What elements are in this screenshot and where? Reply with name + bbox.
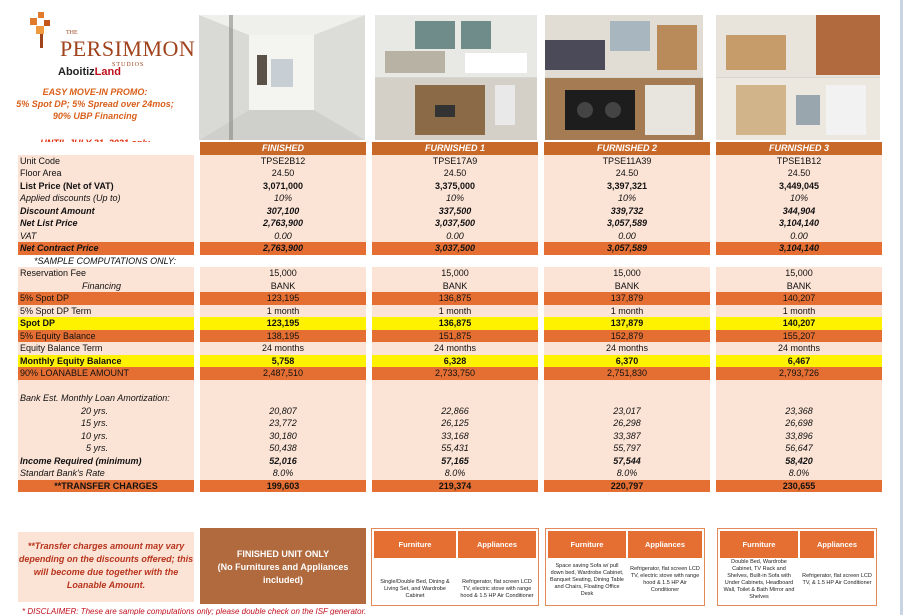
row-value-finished: BANK (200, 280, 366, 293)
row-value-furnished-2: BANK (544, 280, 710, 293)
logo-studios: STUDIOS (112, 62, 145, 68)
table-row (18, 217, 882, 230)
unit-header-furnished-1: FURNISHED 1 (372, 142, 538, 155)
row-label: Discount Amount (18, 205, 194, 218)
row-value-furnished-3: 24 months (716, 342, 882, 355)
appliances-list: Refrigerator, flat screen LCD TV, electric stove with range hood & 1.5 HP Air Conditioner (630, 566, 700, 593)
row-value-furnished-3: 1 month (716, 305, 882, 318)
table-row (18, 455, 882, 468)
row-label: 5 yrs. (18, 442, 194, 455)
price-table-body (18, 155, 882, 493)
row-value-furnished-3: 140,207 (716, 292, 882, 305)
disclaimer-text: * DISCLAIMER: These are sample computations only; please double check on the ISF generator. (22, 607, 367, 615)
row-value-furnished-2: 24 months (544, 342, 710, 355)
promo-line-1: EASY MOVE-IN PROMO: (42, 87, 148, 97)
table-row (18, 267, 882, 280)
furnished-3-image (716, 15, 880, 140)
row-value-furnished-2: 26,298 (544, 417, 710, 430)
furniture-list: Single/Double Bed, Dining & Living Set, and Wardrobe Cabinet (380, 579, 450, 599)
inclusions-furnished-2 (545, 528, 705, 606)
row-value-finished: 52,016 (200, 455, 366, 468)
finished-unit-note-detail: (No Furnitures and Appliances included) (217, 562, 349, 585)
row-value-furnished-2 (544, 255, 710, 268)
row-value-finished: 3,071,000 (200, 180, 366, 193)
row-label: *SAMPLE COMPUTATIONS ONLY: (18, 255, 194, 268)
row-value-furnished-3: 140,207 (716, 317, 882, 330)
table-row (18, 342, 882, 355)
row-value-furnished-2: 220,797 (544, 480, 710, 493)
table-row (18, 180, 882, 193)
row-value-furnished-2: 6,370 (544, 355, 710, 368)
row-value-furnished-3 (716, 380, 882, 393)
furnished-2-image (545, 15, 703, 140)
row-label: Financing (18, 280, 194, 293)
row-value-finished: 24 months (200, 342, 366, 355)
table-row (18, 392, 882, 405)
row-value-furnished-2: 0.00 (544, 230, 710, 243)
persimmon-logo (22, 8, 196, 68)
header-spacer (18, 142, 194, 155)
row-value-furnished-2: 137,879 (544, 292, 710, 305)
row-value-furnished-2: 15,000 (544, 267, 710, 280)
row-value-furnished-3: 2,793,726 (716, 367, 882, 380)
furniture-header: Furniture (548, 531, 626, 558)
table-row (18, 367, 882, 380)
row-value-furnished-1: 33,168 (372, 430, 538, 443)
row-value-finished: 2,763,900 (200, 242, 366, 255)
table-row (18, 292, 882, 305)
row-value-furnished-3: 58,420 (716, 455, 882, 468)
aboitizland-logo (58, 66, 121, 78)
row-value-furnished-3: 15,000 (716, 267, 882, 280)
row-value-furnished-2: 55,797 (544, 442, 710, 455)
furniture-header: Furniture (720, 531, 798, 558)
row-value-furnished-1: 3,375,000 (372, 180, 538, 193)
row-value-furnished-2: 33,387 (544, 430, 710, 443)
row-value-furnished-2: 57,544 (544, 455, 710, 468)
row-value-furnished-3: 23,368 (716, 405, 882, 418)
row-value-furnished-3: 344,904 (716, 205, 882, 218)
row-value-furnished-2: 3,057,589 (544, 242, 710, 255)
row-value-furnished-3: 56,647 (716, 442, 882, 455)
row-value-furnished-3: 3,104,140 (716, 242, 882, 255)
row-value-furnished-1: 24 months (372, 342, 538, 355)
row-value-furnished-3: 8.0% (716, 467, 882, 480)
table-row (18, 330, 882, 343)
row-label: 10 yrs. (18, 430, 194, 443)
row-label: VAT (18, 230, 194, 243)
row-value-furnished-3: TPSE1B12 (716, 155, 882, 168)
row-value-furnished-3: 10% (716, 192, 882, 205)
row-value-furnished-1: 136,875 (372, 317, 538, 330)
row-value-furnished-1: 26,125 (372, 417, 538, 430)
table-row (18, 405, 882, 418)
row-value-furnished-3: 6,467 (716, 355, 882, 368)
row-value-furnished-2: 8.0% (544, 467, 710, 480)
row-value-furnished-3: 3,449,045 (716, 180, 882, 193)
table-row (18, 242, 882, 255)
row-value-furnished-1: 136,875 (372, 292, 538, 305)
row-label: 20 yrs. (18, 405, 194, 418)
row-label: Standart Bank's Rate (18, 467, 194, 480)
row-value-furnished-1 (372, 380, 538, 393)
row-label: Reservation Fee (18, 267, 194, 280)
row-value-finished (200, 255, 366, 268)
row-value-finished: 2,763,900 (200, 217, 366, 230)
row-value-furnished-1: 15,000 (372, 267, 538, 280)
row-value-furnished-1: 2,733,750 (372, 367, 538, 380)
row-value-furnished-1: 24.50 (372, 167, 538, 180)
persimmon-tree-icon (24, 8, 64, 48)
finished-unit-note-title: FINISHED UNIT ONLY (236, 549, 330, 559)
row-value-finished: 10% (200, 192, 366, 205)
row-label: Unit Code (18, 155, 194, 168)
row-value-furnished-2: 2,751,830 (544, 367, 710, 380)
promo-line-3: 90% UBP Financing (52, 111, 138, 121)
row-value-finished: 199,603 (200, 480, 366, 493)
appliances-header: Appliances (800, 531, 874, 558)
unit-header-furnished-2: FURNISHED 2 (544, 142, 710, 155)
photo-finished-unit (199, 15, 365, 140)
row-value-finished: 0.00 (200, 230, 366, 243)
row-label: Net List Price (18, 217, 194, 230)
table-row (18, 317, 882, 330)
row-value-finished: 307,100 (200, 205, 366, 218)
unit-header-furnished-3: FURNISHED 3 (716, 142, 882, 155)
row-value-finished: 5,758 (200, 355, 366, 368)
row-value-furnished-1: TPSE17A9 (372, 155, 538, 168)
row-label: Bank Est. Monthly Loan Amortization: (18, 392, 194, 405)
table-row (18, 430, 882, 443)
row-value-furnished-1: BANK (372, 280, 538, 293)
row-value-finished: 50,438 (200, 442, 366, 455)
row-label: 5% Equity Balance (18, 330, 194, 343)
row-value-finished: 123,195 (200, 317, 366, 330)
row-label (18, 380, 194, 393)
row-value-furnished-1 (372, 255, 538, 268)
table-row (18, 255, 882, 268)
table-row (18, 305, 882, 318)
table-row (18, 192, 882, 205)
row-value-furnished-2: 137,879 (544, 317, 710, 330)
appliances-list: Refrigerator, flat screen LCD TV, & 1.5 HP Air Conditioner (802, 573, 872, 586)
appliances-list: Refrigerator, flat screen LCD TV, electric stove with range hood & 1.5 HP Air Conditioner (460, 579, 534, 599)
row-value-finished: TPSE2B12 (200, 155, 366, 168)
table-row (18, 205, 882, 218)
row-label: 5% Spot DP Term (18, 305, 194, 318)
appliances-header: Appliances (458, 531, 536, 558)
finished-unit-note (200, 528, 366, 604)
finished-room-image (199, 15, 365, 140)
row-value-furnished-3 (716, 392, 882, 405)
row-label: Equity Balance Term (18, 342, 194, 355)
row-label: Net Contract Price (18, 242, 194, 255)
row-value-finished: 23,772 (200, 417, 366, 430)
row-value-finished: 138,195 (200, 330, 366, 343)
row-label: 5% Spot DP (18, 292, 194, 305)
row-value-furnished-2: 152,879 (544, 330, 710, 343)
promo-text (6, 86, 184, 122)
row-value-finished: 1 month (200, 305, 366, 318)
row-label: 15 yrs. (18, 417, 194, 430)
row-value-furnished-3: 26,698 (716, 417, 882, 430)
row-value-furnished-1: 151,875 (372, 330, 538, 343)
row-value-furnished-2: 3,057,589 (544, 217, 710, 230)
row-value-furnished-3: 0.00 (716, 230, 882, 243)
table-row (18, 155, 882, 168)
row-value-finished (200, 380, 366, 393)
row-value-finished: 15,000 (200, 267, 366, 280)
price-table (18, 142, 882, 492)
row-value-furnished-1: 6,328 (372, 355, 538, 368)
table-row (18, 355, 882, 368)
furniture-list: Double Bed, Wardrobe Cabinet, TV Rack and Shelves, Built-in Sofa with Under Cabinets, Headboard Wall, Toilet & Bath Mirror and Shelves (723, 559, 795, 600)
row-value-furnished-1: 10% (372, 192, 538, 205)
row-label: Applied discounts (Up to) (18, 192, 194, 205)
row-value-furnished-2: TPSE11A39 (544, 155, 710, 168)
transfer-charges-note: **Transfer charges amount may vary depending on the discounts offered; this will become due together with the Loanable Amount. (18, 532, 194, 602)
row-value-furnished-2 (544, 380, 710, 393)
logo-the: THE (66, 30, 78, 36)
unit-header-row (18, 142, 882, 155)
row-value-furnished-2: 1 month (544, 305, 710, 318)
unit-header-finished: FINISHED (200, 142, 366, 155)
row-value-furnished-1: 219,374 (372, 480, 538, 493)
photo-furnished-2 (545, 15, 703, 140)
row-value-furnished-1 (372, 392, 538, 405)
photo-furnished-3 (716, 15, 880, 140)
aboitiz-text: Aboitiz (58, 66, 95, 78)
land-text: Land (94, 66, 121, 78)
row-value-furnished-3 (716, 255, 882, 268)
table-row (18, 230, 882, 243)
row-value-furnished-1: 337,500 (372, 205, 538, 218)
row-value-furnished-1: 3,037,500 (372, 242, 538, 255)
furniture-header: Furniture (374, 531, 456, 558)
row-value-furnished-2 (544, 392, 710, 405)
row-value-furnished-2: 10% (544, 192, 710, 205)
inclusions-furnished-3 (717, 528, 877, 606)
row-value-finished (200, 392, 366, 405)
table-row (18, 167, 882, 180)
row-label: Income Required (minimum) (18, 455, 194, 468)
row-value-finished: 2,487,510 (200, 367, 366, 380)
row-value-furnished-2: 3,397,321 (544, 180, 710, 193)
table-row (18, 467, 882, 480)
row-value-furnished-1: 55,431 (372, 442, 538, 455)
row-value-furnished-3: 3,104,140 (716, 217, 882, 230)
row-value-furnished-1: 22,866 (372, 405, 538, 418)
row-value-furnished-2: 339,732 (544, 205, 710, 218)
logo-name: PERSIMMON (60, 36, 196, 61)
row-value-furnished-2: 23,017 (544, 405, 710, 418)
inclusions-furnished-1 (371, 528, 539, 606)
row-value-furnished-3: 155,207 (716, 330, 882, 343)
table-row (18, 380, 882, 393)
row-value-finished: 24.50 (200, 167, 366, 180)
row-label: 90% LOANABLE AMOUNT (18, 367, 194, 380)
row-label: **TRANSFER CHARGES (18, 480, 194, 493)
row-value-finished: 20,807 (200, 405, 366, 418)
row-value-furnished-3: 24.50 (716, 167, 882, 180)
row-value-furnished-3: BANK (716, 280, 882, 293)
row-value-furnished-2: 24.50 (544, 167, 710, 180)
row-label: List Price (Net of VAT) (18, 180, 194, 193)
row-value-furnished-3: 33,896 (716, 430, 882, 443)
row-value-finished: 123,195 (200, 292, 366, 305)
appliances-header: Appliances (628, 531, 702, 558)
photo-furnished-1 (375, 15, 537, 140)
row-value-furnished-1: 1 month (372, 305, 538, 318)
row-label: Floor Area (18, 167, 194, 180)
row-value-finished: 8.0% (200, 467, 366, 480)
row-value-finished: 30,180 (200, 430, 366, 443)
row-value-furnished-3: 230,655 (716, 480, 882, 493)
row-label: Monthly Equity Balance (18, 355, 194, 368)
row-value-furnished-1: 57,165 (372, 455, 538, 468)
row-value-furnished-1: 8.0% (372, 467, 538, 480)
row-value-furnished-1: 0.00 (372, 230, 538, 243)
row-value-furnished-1: 3,037,500 (372, 217, 538, 230)
table-row (18, 417, 882, 430)
furniture-list: Space saving Sofa w/ pull down bed, Wardrobe Cabinet, Banquet Seating, Dining Table and Chairs, Floating Office Desk (550, 562, 624, 597)
table-row (18, 480, 882, 493)
table-row (18, 442, 882, 455)
table-row (18, 280, 882, 293)
promo-line-2: 5% Spot DP; 5% Spread over 24mos; (16, 99, 174, 109)
furnished-1-image (375, 15, 537, 140)
row-label: Spot DP (18, 317, 194, 330)
